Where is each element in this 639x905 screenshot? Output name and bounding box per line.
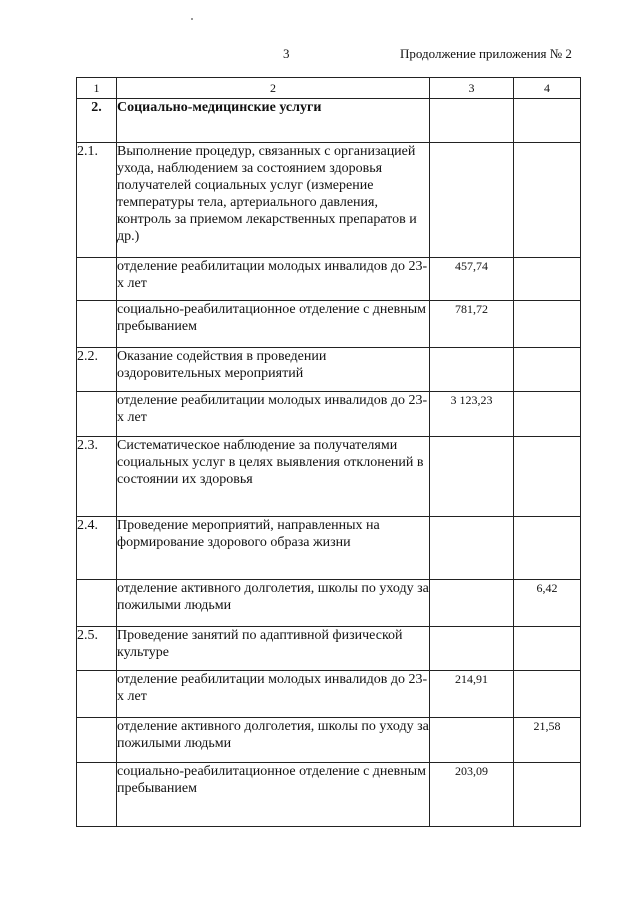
column-header: 2 — [117, 78, 430, 99]
column-numbers-row — [77, 78, 581, 99]
table-row — [77, 143, 581, 258]
value-col3 — [430, 718, 514, 763]
table-row — [77, 348, 581, 392]
value-col4: 21,58 — [514, 718, 581, 763]
value-col4 — [514, 517, 581, 580]
department-name: отделение реабилитации молодых инвалидов до 23-х лет — [117, 258, 430, 301]
table-row — [77, 580, 581, 627]
row-number: 2. — [77, 99, 117, 143]
value-col3: 457,74 — [430, 258, 514, 301]
service-description: Выполнение процедур, связанных с организацией ухода, наблюдением за состоянием здоровья получателей социальных услуг (измерение температуры тела, артериального давления, контроль за приемом лекарственных препаратов и др.) — [117, 143, 430, 258]
value-col4: 6,42 — [514, 580, 581, 627]
table-row — [77, 627, 581, 671]
department-name: отделение активного долголетия, школы по уходу за пожилыми людьми — [117, 580, 430, 627]
department-name: отделение реабилитации молодых инвалидов до 23-х лет — [117, 671, 430, 718]
service-description: Систематическое наблюдение за получателями социальных услуг в целях выявления отклонений в состоянии их здоровья — [117, 437, 430, 517]
value-col4 — [514, 437, 581, 517]
column-header: 3 — [430, 78, 514, 99]
value-col3 — [430, 517, 514, 580]
value-col3: 203,09 — [430, 763, 514, 827]
value-col4 — [514, 671, 581, 718]
value-col4 — [514, 301, 581, 348]
section-row — [77, 99, 581, 143]
value-col3 — [430, 627, 514, 671]
value-col3 — [430, 99, 514, 143]
row-number: 2.2. — [77, 348, 117, 392]
row-number: 2.3. — [77, 437, 117, 517]
value-col4 — [514, 392, 581, 437]
value-col4 — [514, 348, 581, 392]
table-row — [77, 392, 581, 437]
service-description: Проведение занятий по адаптивной физической культуре — [117, 627, 430, 671]
table-row — [77, 258, 581, 301]
value-col4 — [514, 99, 581, 143]
row-number — [77, 763, 117, 827]
service-description: Оказание содействия в проведении оздоровительных мероприятий — [117, 348, 430, 392]
services-table — [76, 77, 581, 827]
table-row — [77, 301, 581, 348]
row-number — [77, 718, 117, 763]
value-col3 — [430, 143, 514, 258]
column-header: 1 — [77, 78, 117, 99]
department-name: отделение реабилитации молодых инвалидов до 23-х лет — [117, 392, 430, 437]
table-row — [77, 763, 581, 827]
value-col4 — [514, 143, 581, 258]
value-col4 — [514, 258, 581, 301]
page-number: 3 — [283, 46, 290, 61]
row-number — [77, 258, 117, 301]
value-col3: 214,91 — [430, 671, 514, 718]
value-col3 — [430, 437, 514, 517]
scan-speck — [191, 18, 193, 20]
row-number: 2.1. — [77, 143, 117, 258]
service-description: Проведение мероприятий, направленных на формирование здорового образа жизни — [117, 517, 430, 580]
value-col4 — [514, 763, 581, 827]
row-number — [77, 671, 117, 718]
column-header: 4 — [514, 78, 581, 99]
value-col4 — [514, 627, 581, 671]
row-number: 2.4. — [77, 517, 117, 580]
table-row — [77, 517, 581, 580]
value-col3 — [430, 580, 514, 627]
row-number — [77, 301, 117, 348]
value-col3: 781,72 — [430, 301, 514, 348]
department-name: социально-реабилитационное отделение с дневным пребыванием — [117, 763, 430, 827]
row-number — [77, 392, 117, 437]
appendix-continuation-note: Продолжение приложения № 2 — [400, 46, 572, 61]
row-number — [77, 580, 117, 627]
table-row — [77, 718, 581, 763]
section-title: Социально-медицинские услуги — [117, 99, 430, 143]
value-col3: 3 123,23 — [430, 392, 514, 437]
department-name: отделение активного долголетия, школы по уходу за пожилыми людьми — [117, 718, 430, 763]
value-col3 — [430, 348, 514, 392]
row-number: 2.5. — [77, 627, 117, 671]
table-row — [77, 437, 581, 517]
table-row — [77, 671, 581, 718]
department-name: социально-реабилитационное отделение с дневным пребыванием — [117, 301, 430, 348]
